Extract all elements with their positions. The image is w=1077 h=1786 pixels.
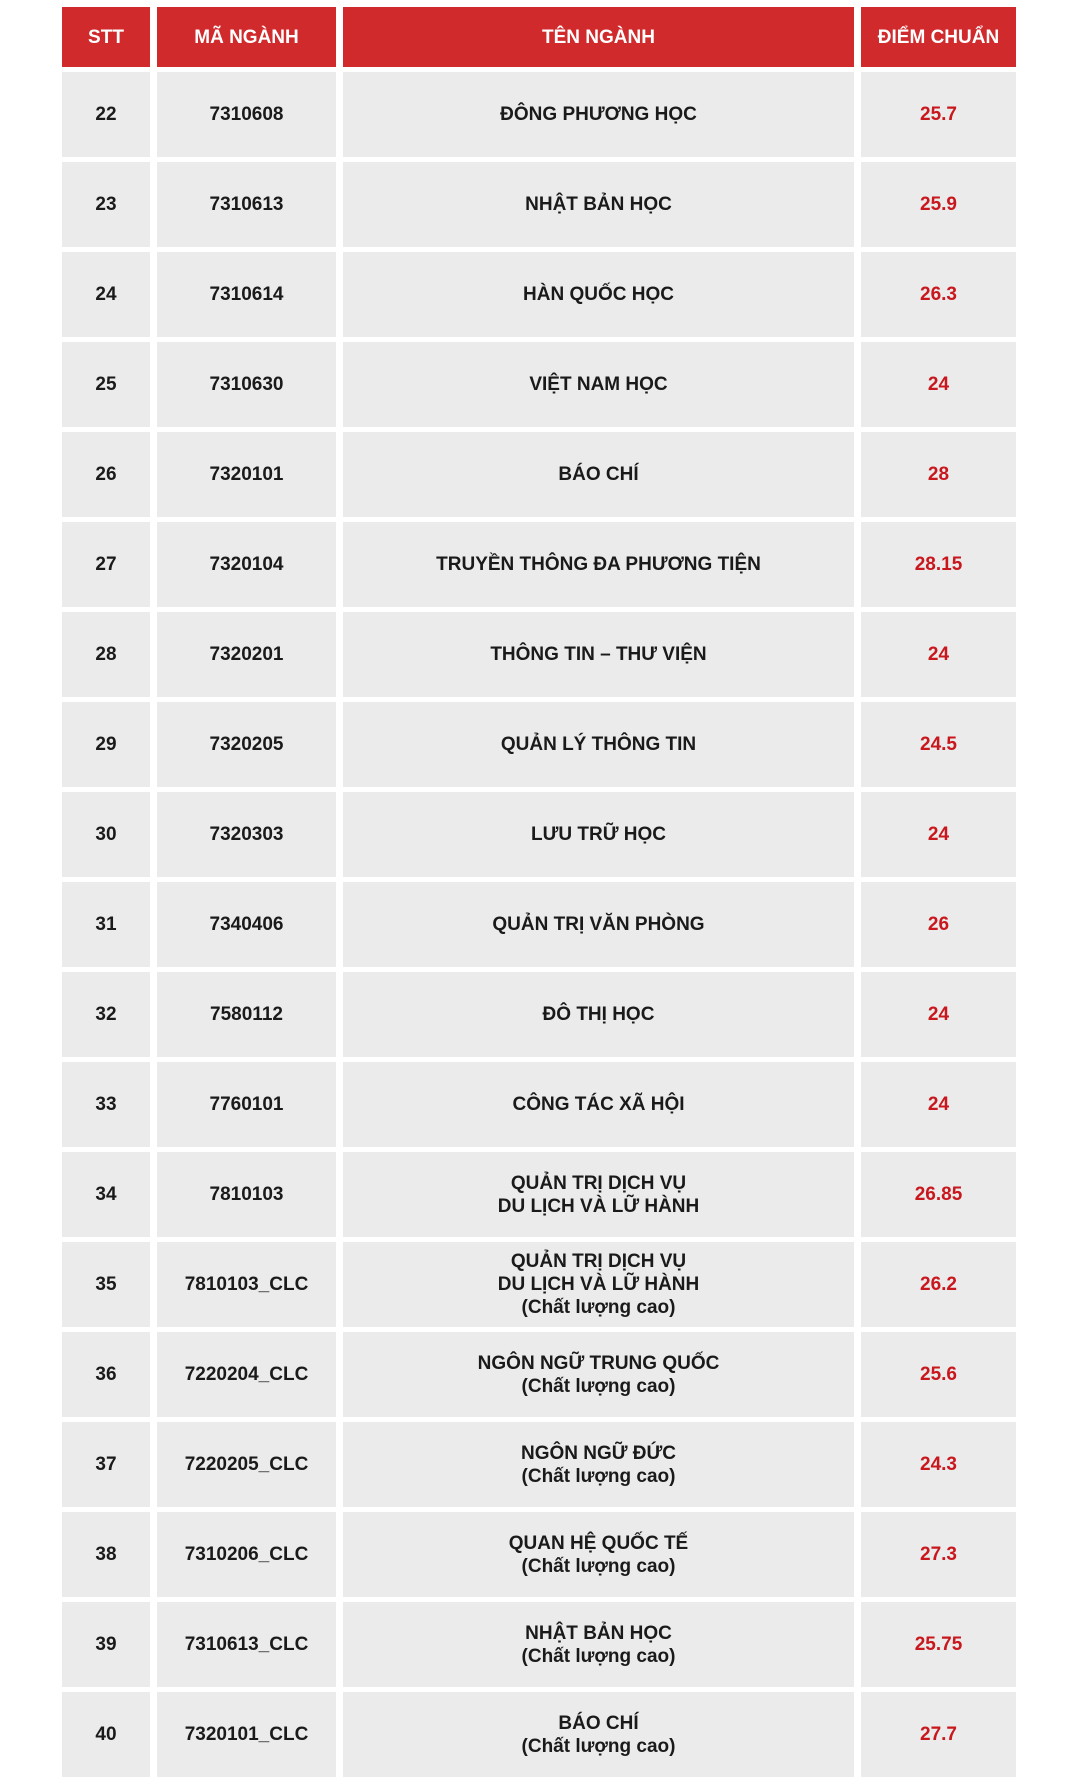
row-name-line: VIỆT NAM HỌC: [529, 374, 668, 395]
row-name: [343, 612, 854, 697]
row-name: [343, 882, 854, 967]
row-code: 7340406: [157, 882, 336, 967]
row-stt: 28: [62, 612, 150, 697]
row-stt: 23: [62, 162, 150, 247]
row-score: 26.3: [861, 252, 1016, 337]
row-name-line: ĐÔNG PHƯƠNG HỌC: [500, 104, 697, 125]
table-body: [62, 72, 1016, 1777]
row-stt: 30: [62, 792, 150, 877]
table-row: [62, 1692, 1016, 1777]
row-name: [343, 162, 854, 247]
row-score: 28: [861, 432, 1016, 517]
row-name: [343, 432, 854, 517]
row-name-line: (Chất lượng cao): [521, 1555, 676, 1577]
row-score: 25.9: [861, 162, 1016, 247]
row-score: 24: [861, 1062, 1016, 1147]
row-stt: 39: [62, 1602, 150, 1687]
row-name-line: DU LỊCH VÀ LỮ HÀNH: [497, 1195, 700, 1217]
table-row: [62, 612, 1016, 697]
row-code: 7220204_CLC: [157, 1332, 336, 1417]
row-code: 7320104: [157, 522, 336, 607]
row-name-line: (Chất lượng cao): [521, 1735, 676, 1757]
row-name: [343, 72, 854, 157]
row-stt: 27: [62, 522, 150, 607]
row-code: 7310613: [157, 162, 336, 247]
row-score: 24.3: [861, 1422, 1016, 1507]
table-row: [62, 1242, 1016, 1327]
row-stt: 35: [62, 1242, 150, 1327]
row-name-line: BÁO CHÍ: [558, 1712, 639, 1734]
table-row: [62, 522, 1016, 607]
row-score: 24: [861, 792, 1016, 877]
table-row: [62, 1422, 1016, 1507]
table-row: [62, 1602, 1016, 1687]
row-code: 7320303: [157, 792, 336, 877]
row-name-line: QUẢN LÝ THÔNG TIN: [500, 734, 697, 755]
row-score: 27.7: [861, 1692, 1016, 1777]
row-score: 26.2: [861, 1242, 1016, 1327]
row-stt: 32: [62, 972, 150, 1057]
table-row: [62, 972, 1016, 1057]
table-row: [62, 432, 1016, 517]
row-name: [343, 522, 854, 607]
row-score: 26: [861, 882, 1016, 967]
row-stt: 25: [62, 342, 150, 427]
row-code: 7320201: [157, 612, 336, 697]
row-score: 28.15: [861, 522, 1016, 607]
row-name: [343, 1692, 854, 1777]
row-stt: 22: [62, 72, 150, 157]
row-name-line: (Chất lượng cao): [521, 1465, 676, 1487]
table-row: [62, 1512, 1016, 1597]
header-score: ĐIỂM CHUẨN: [861, 7, 1016, 67]
header-stt: STT: [62, 7, 150, 67]
row-name-line: TRUYỀN THÔNG ĐA PHƯƠNG TIỆN: [436, 554, 761, 575]
table-row: [62, 702, 1016, 787]
row-name-line: DU LỊCH VÀ LỮ HÀNH: [497, 1274, 700, 1295]
row-name: [343, 252, 854, 337]
row-stt: 36: [62, 1332, 150, 1417]
row-stt: 24: [62, 252, 150, 337]
row-name: [343, 1332, 854, 1417]
row-name: [343, 1512, 854, 1597]
row-name-line: (Chất lượng cao): [521, 1297, 676, 1318]
row-name: [343, 1422, 854, 1507]
table-row: [62, 882, 1016, 967]
row-stt: 37: [62, 1422, 150, 1507]
table-row: [62, 72, 1016, 157]
row-code: 7810103: [157, 1152, 336, 1237]
table-row: [62, 1152, 1016, 1237]
row-score: 25.75: [861, 1602, 1016, 1687]
row-name-line: CÔNG TÁC XÃ HỘI: [512, 1094, 685, 1115]
row-code: 7310630: [157, 342, 336, 427]
row-code: 7760101: [157, 1062, 336, 1147]
row-name-line: QUAN HỆ QUỐC TẾ: [508, 1532, 689, 1554]
row-code: 7310608: [157, 72, 336, 157]
row-name-line: LƯU TRỮ HỌC: [531, 824, 666, 845]
table-row: [62, 1332, 1016, 1417]
row-stt: 29: [62, 702, 150, 787]
table-header: [62, 7, 1016, 67]
row-name: [343, 1152, 854, 1237]
row-name-line: BÁO CHÍ: [558, 464, 639, 485]
row-score: 24.5: [861, 702, 1016, 787]
row-name: [343, 792, 854, 877]
row-code: 7320101_CLC: [157, 1692, 336, 1777]
row-code: 7310206_CLC: [157, 1512, 336, 1597]
row-name: [343, 1242, 854, 1327]
row-score: 27.3: [861, 1512, 1016, 1597]
table-row: [62, 252, 1016, 337]
row-name-line: THÔNG TIN – THƯ VIỆN: [490, 644, 707, 665]
table-row: [62, 1062, 1016, 1147]
row-stt: 31: [62, 882, 150, 967]
row-code: 7220205_CLC: [157, 1422, 336, 1507]
row-score: 24: [861, 612, 1016, 697]
row-name-line: (Chất lượng cao): [521, 1375, 676, 1397]
row-stt: 38: [62, 1512, 150, 1597]
header-name: TÊN NGÀNH: [343, 7, 854, 67]
row-name: [343, 1602, 854, 1687]
row-score: 25.7: [861, 72, 1016, 157]
row-name-line: QUẢN TRỊ DỊCH VỤ: [510, 1251, 687, 1272]
row-code: 7580112: [157, 972, 336, 1057]
row-score: 24: [861, 342, 1016, 427]
table-row: [62, 162, 1016, 247]
row-name-line: (Chất lượng cao): [521, 1645, 676, 1667]
row-name-line: ĐÔ THỊ HỌC: [542, 1004, 655, 1025]
row-name-line: NHẬT BẢN HỌC: [525, 1622, 672, 1644]
row-score: 25.6: [861, 1332, 1016, 1417]
row-name: [343, 972, 854, 1057]
row-name-line: QUẢN TRỊ VĂN PHÒNG: [492, 914, 705, 935]
row-name-line: NHẬT BẢN HỌC: [525, 194, 672, 215]
row-code: 7310614: [157, 252, 336, 337]
row-name-line: QUẢN TRỊ DỊCH VỤ: [510, 1172, 687, 1194]
row-stt: 40: [62, 1692, 150, 1777]
row-name-line: HÀN QUỐC HỌC: [523, 284, 674, 305]
row-name-line: NGÔN NGỮ TRUNG QUỐC: [477, 1352, 720, 1374]
admission-score-table: [62, 7, 1016, 1782]
row-name-line: NGÔN NGỮ ĐỨC: [520, 1442, 677, 1464]
row-code: 7320205: [157, 702, 336, 787]
row-code: 7310613_CLC: [157, 1602, 336, 1687]
row-name: [343, 1062, 854, 1147]
row-code: 7320101: [157, 432, 336, 517]
row-stt: 33: [62, 1062, 150, 1147]
row-score: 24: [861, 972, 1016, 1057]
row-stt: 26: [62, 432, 150, 517]
table-row: [62, 342, 1016, 427]
row-name: [343, 702, 854, 787]
row-stt: 34: [62, 1152, 150, 1237]
row-code: 7810103_CLC: [157, 1242, 336, 1327]
row-score: 26.85: [861, 1152, 1016, 1237]
header-code: MÃ NGÀNH: [157, 7, 336, 67]
table-row: [62, 792, 1016, 877]
row-name: [343, 342, 854, 427]
